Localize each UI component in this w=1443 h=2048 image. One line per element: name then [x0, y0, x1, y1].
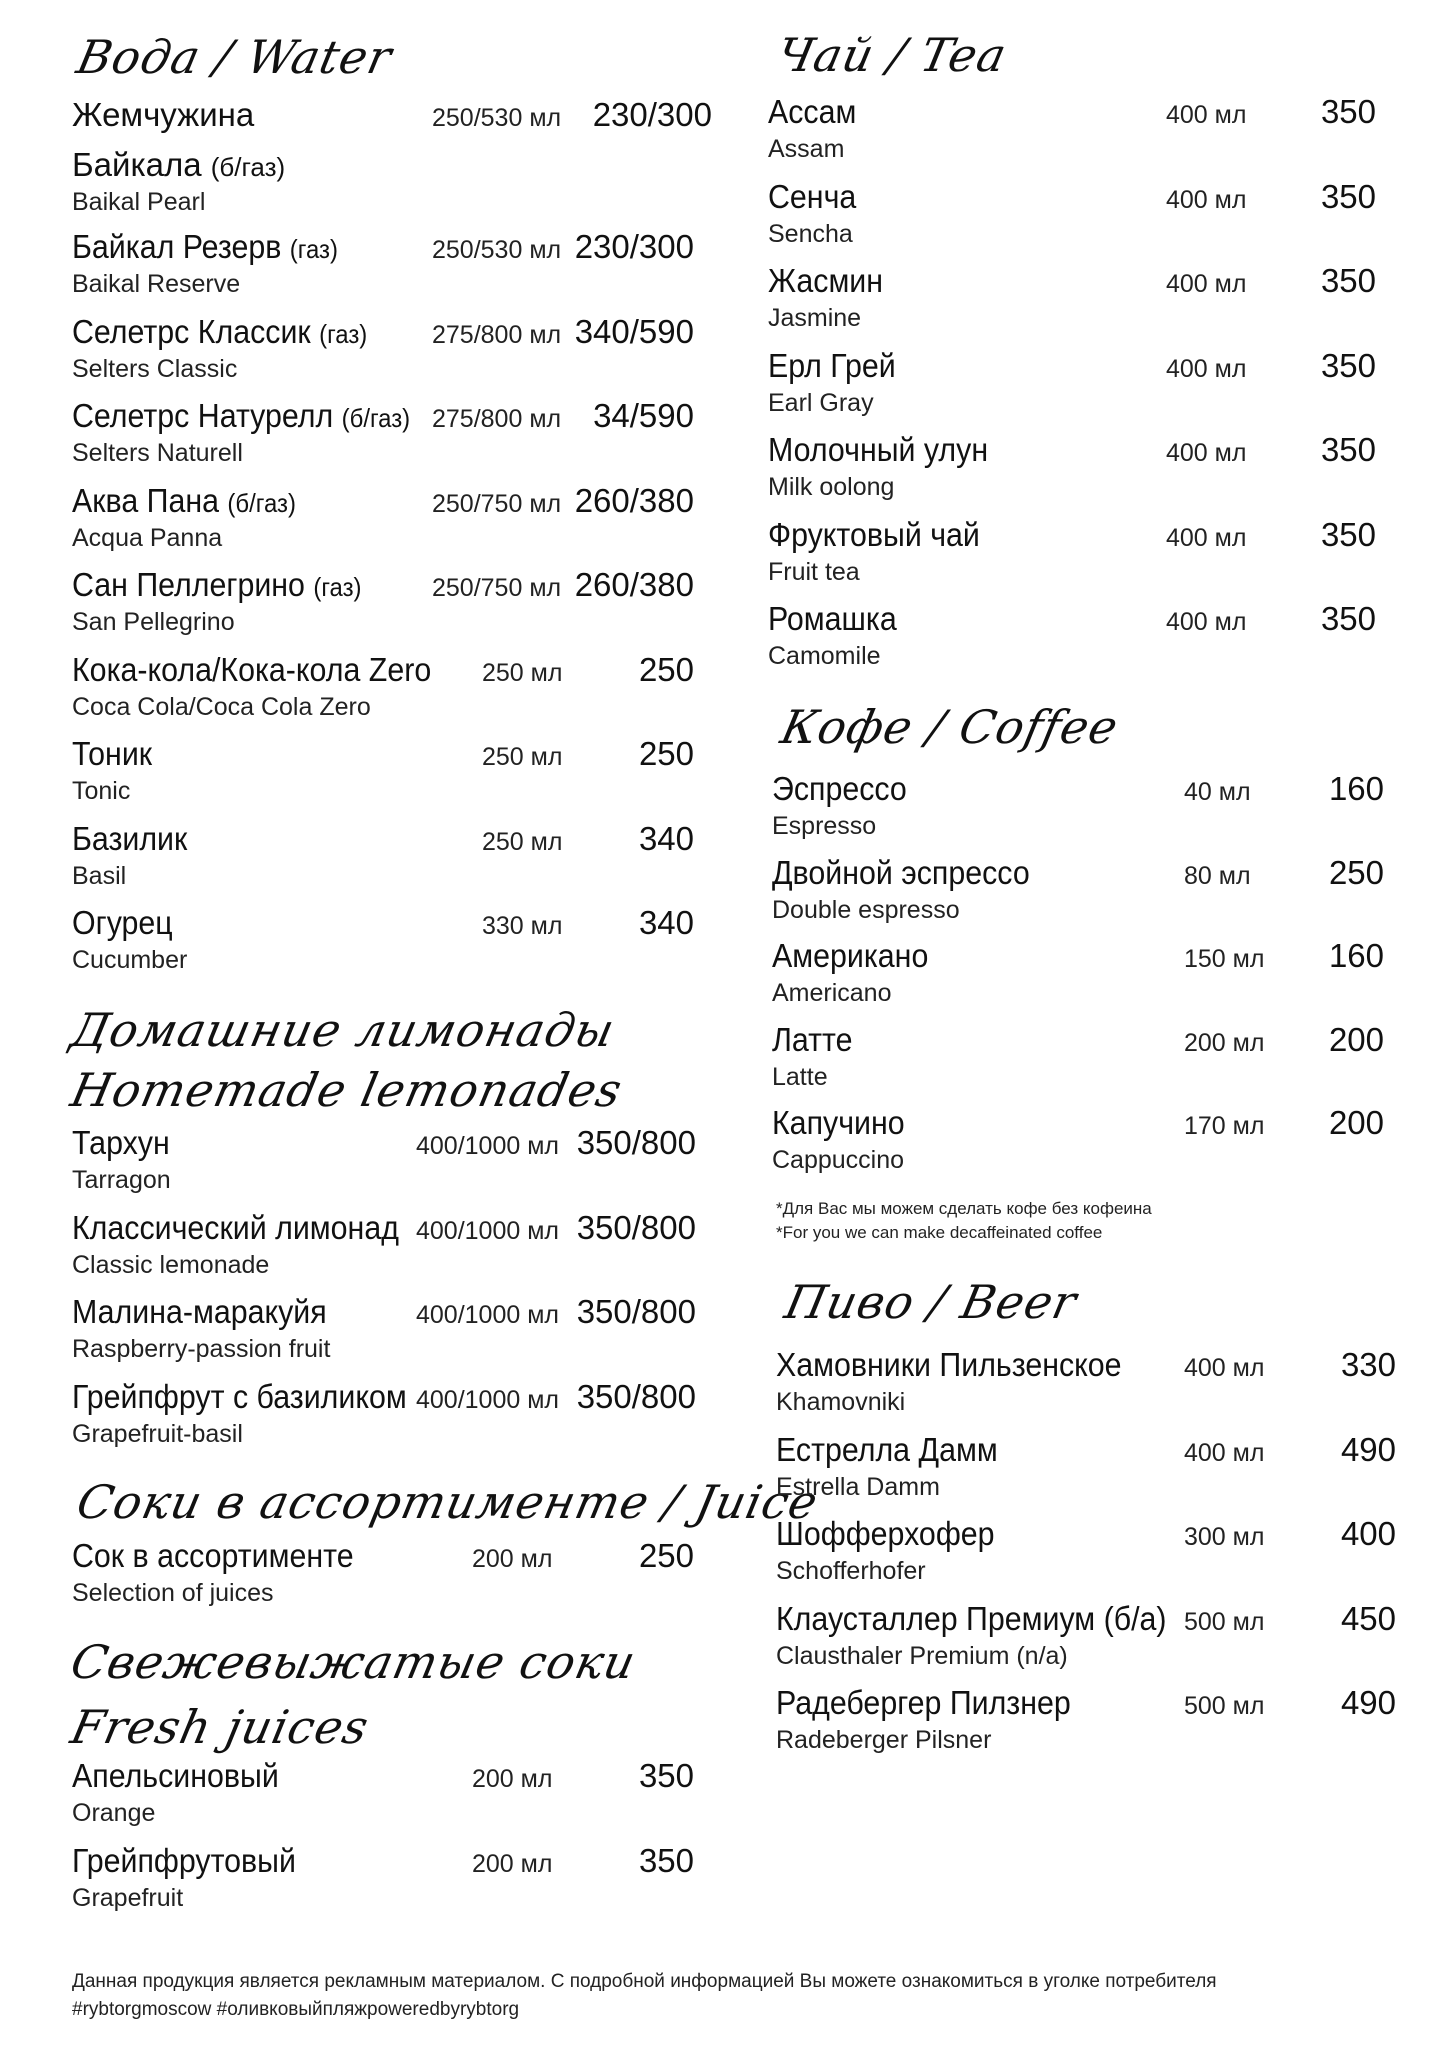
menu-item — [776, 1600, 1396, 1680]
item-name-en: Double espresso — [772, 895, 960, 924]
item-volume: 400/1000 мл — [416, 1385, 559, 1414]
item-volume: 400 мл — [1166, 523, 1247, 552]
item-volume: 250/530 мл — [432, 236, 562, 264]
item-name-ru: Грейпфрутовый — [72, 1841, 296, 1879]
item-name-ru: Клаусталлер Премиум (б/а) — [776, 1599, 1167, 1637]
item-price: 350 — [1320, 515, 1376, 553]
menu-item — [772, 937, 1384, 1017]
item-volume: 400/1000 мл — [416, 1216, 559, 1245]
section-heading-lemonades-en: Homemade lemonades — [66, 1063, 628, 1117]
item-note: (газ) — [289, 234, 338, 264]
item-volume: 500 мл — [1184, 1692, 1265, 1720]
item-price: 260/380 — [574, 566, 694, 603]
item-name-ru: Тархун — [72, 1124, 170, 1161]
item-name-ru: Грейпфрут с базиликом — [72, 1377, 407, 1415]
item-volume: 200 мл — [472, 1545, 553, 1573]
section-heading-water: Вода / Water — [72, 30, 397, 84]
item-name-ru: Байкал Резерв — [72, 228, 282, 265]
menu-item — [776, 1346, 1396, 1426]
item-price: 250 — [1328, 853, 1384, 891]
item-name-ru: Эспрессо — [772, 770, 907, 807]
menu-item — [72, 1842, 694, 1922]
item-volume: 250/750 мл — [432, 574, 562, 602]
item-name-ru: Малина-маракуйя — [72, 1293, 327, 1330]
menu-item — [72, 146, 712, 226]
menu-item — [772, 854, 1384, 934]
item-price: 350 — [1320, 262, 1376, 299]
item-price: 350 — [1320, 177, 1376, 215]
menu-item — [776, 1684, 1396, 1764]
menu-item — [72, 482, 694, 562]
item-price: 250 — [638, 735, 694, 772]
menu-item — [72, 1124, 696, 1204]
item-name-en: Cappuccino — [772, 1146, 905, 1174]
item-volume: 250/750 мл — [432, 489, 562, 518]
item-name-ru: Тоник — [72, 735, 153, 772]
item-price: 350 — [1320, 93, 1376, 130]
item-price: 340 — [638, 819, 694, 857]
section-heading-beer: Пиво / Beer — [780, 1275, 1082, 1329]
item-name-en: Espresso — [772, 812, 877, 840]
item-name-ru: Аква Пана — [72, 481, 219, 519]
menu-item — [72, 1293, 696, 1373]
item-volume: 500 мл — [1184, 1607, 1265, 1636]
item-name-en: Jasmine — [768, 304, 862, 332]
item-name-ru: Огурец — [72, 904, 173, 941]
item-note: (б/газ) — [210, 152, 286, 182]
item-name-ru: Двойной эспрессо — [772, 853, 1030, 891]
item-price: 160 — [1328, 937, 1384, 974]
item-price: 260/380 — [574, 481, 694, 519]
item-name-en: Earl Gray — [768, 388, 874, 417]
menu-item — [768, 262, 1376, 342]
item-note: (газ) — [319, 318, 368, 349]
menu-item — [768, 431, 1376, 511]
item-name-en: Orange — [72, 1799, 156, 1827]
item-volume: 250 мл — [482, 827, 563, 856]
item-name-en: Schofferhofer — [776, 1557, 926, 1585]
section-heading-juice: Соки в ассортименте / Juice — [72, 1475, 824, 1529]
item-price: 340/590 — [574, 312, 694, 350]
item-name-en: Milk oolong — [768, 473, 895, 501]
item-volume: 150 мл — [1184, 945, 1265, 973]
item-volume: 200 мл — [472, 1765, 553, 1793]
item-name-ru: Ерл Грей — [768, 346, 896, 384]
menu-item — [772, 1104, 1384, 1184]
menu-item — [72, 228, 694, 308]
item-name-ru: Ромашка — [768, 600, 897, 637]
item-name-ru: Фруктовый чай — [768, 515, 980, 553]
menu-item — [768, 347, 1376, 427]
item-price: 160 — [1328, 770, 1384, 807]
item-name-ru: Сенча — [768, 177, 857, 215]
item-name-en: Estrella Damm — [776, 1472, 940, 1501]
item-name-en: Radeberger Pilsner — [776, 1726, 992, 1754]
menu-item — [768, 516, 1376, 596]
item-price: 34/590 — [593, 397, 694, 434]
item-name-en: Basil — [72, 861, 127, 890]
item-volume: 400 мл — [1166, 608, 1247, 636]
menu-item — [768, 600, 1376, 680]
item-volume: 400 мл — [1184, 1438, 1265, 1467]
section-heading-fresh-ru: Свежевыжатые соки — [66, 1635, 641, 1689]
item-price: 200 — [1328, 1020, 1384, 1058]
item-price: 330 — [1340, 1346, 1396, 1383]
item-volume: 400 мл — [1184, 1354, 1265, 1382]
item-volume: 200 мл — [472, 1849, 553, 1878]
item-volume: 250 мл — [482, 743, 563, 771]
item-name-en: Cucumber — [72, 946, 188, 974]
item-volume: 275/800 мл — [432, 320, 562, 349]
item-name-en: Classic lemonade — [72, 1250, 270, 1279]
menu-item — [772, 1021, 1384, 1101]
item-price: 340 — [638, 904, 694, 941]
item-price: 350/800 — [576, 1377, 696, 1415]
item-volume: 250/530 мл — [432, 104, 562, 132]
item-name-en: Grapefruit — [72, 1883, 184, 1912]
item-name-en: Assam — [768, 135, 845, 163]
item-name-en: San Pellegrino — [72, 608, 235, 636]
item-name-ru: Естрелла Дамм — [776, 1430, 998, 1468]
item-name-ru: Селетрс Натурелл — [72, 397, 334, 434]
item-name-ru: Хамовники Пильзенское — [776, 1346, 1122, 1383]
item-name-en: Fruit tea — [768, 557, 860, 586]
item-name-en: Selection of juices — [72, 1579, 274, 1607]
item-volume: 40 мл — [1184, 778, 1251, 806]
item-note: (б/газ) — [227, 487, 296, 518]
item-note: (б/газ) — [341, 403, 411, 433]
item-name-en: Coca Cola/Coca Cola Zero — [72, 692, 371, 721]
item-note: (газ) — [313, 572, 362, 602]
item-volume: 250 мл — [482, 658, 563, 687]
item-name-en: Tarragon — [72, 1166, 171, 1194]
item-volume: 400 мл — [1166, 270, 1247, 298]
item-name-en: Raspberry-passion fruit — [72, 1335, 331, 1363]
item-name-ru: Ассам — [768, 93, 857, 130]
item-name-en: Selters Classic — [72, 354, 238, 383]
item-price: 350 — [638, 1841, 694, 1879]
coffee-footnote-ru: *Для Вас мы можем сделать кофе без кофеина — [776, 1199, 1152, 1218]
item-volume: 330 мл — [482, 912, 563, 940]
menu-item — [772, 770, 1384, 850]
menu-item — [776, 1515, 1396, 1595]
item-volume: 400/1000 мл — [416, 1301, 559, 1329]
item-volume: 400 мл — [1166, 354, 1247, 383]
menu-item — [72, 1378, 696, 1458]
item-price: 450 — [1340, 1599, 1396, 1637]
menu-item — [72, 904, 694, 984]
item-name-ru: Жасмин — [768, 262, 884, 299]
item-name-en: Acqua Panna — [72, 523, 223, 552]
menu-item — [776, 1431, 1396, 1511]
item-name-en: Baikal Reserve — [72, 270, 241, 298]
item-name-ru: Сан Пеллегрино — [72, 566, 305, 603]
item-name-ru: Молочный улун — [768, 431, 989, 468]
item-name-ru: Сок в ассортименте — [72, 1537, 354, 1574]
item-name-ru: Американо — [772, 937, 929, 974]
item-name-ru: Апельсиновый — [72, 1757, 279, 1794]
item-name-en: Sencha — [768, 219, 853, 248]
menu-item — [768, 93, 1376, 173]
item-name-ru: Капучино — [772, 1104, 905, 1141]
item-price: 490 — [1340, 1684, 1396, 1721]
item-volume: 400 мл — [1166, 439, 1247, 467]
item-price: 350/800 — [576, 1293, 696, 1330]
item-name-ru: Байкала — [72, 146, 202, 183]
item-price: 250 — [638, 1537, 694, 1574]
item-volume: 400/1000 мл — [416, 1132, 559, 1160]
item-volume: 170 мл — [1184, 1112, 1265, 1140]
section-heading-lemonades-ru: Домашние лимонады — [66, 1003, 620, 1057]
menu-item — [72, 735, 694, 815]
item-price: 250 — [638, 650, 694, 688]
item-name-ru: Классический лимонад — [72, 1208, 399, 1246]
item-price: 230/300 — [574, 228, 694, 265]
item-name-en: Clausthaler Premium (n/a) — [776, 1641, 1068, 1670]
item-name-ru: Кока-кола/Кока-кола Zero — [72, 650, 432, 688]
menu-item — [72, 397, 694, 477]
item-price: 200 — [1328, 1104, 1384, 1141]
item-name-ru: Шофферхофер — [776, 1515, 995, 1552]
menu-item — [72, 820, 694, 900]
item-name-ru: Жемчужина — [72, 96, 255, 133]
section-heading-fresh-en: Fresh juices — [66, 1700, 374, 1754]
item-price: 350 — [1320, 431, 1376, 468]
item-price: 350 — [1320, 600, 1376, 637]
menu-item — [72, 1209, 696, 1289]
menu-item — [72, 566, 694, 646]
item-name-en: Selters Naturell — [72, 439, 243, 467]
menu-item — [72, 651, 694, 731]
item-name-ru: Радебергер Пилзнер — [776, 1684, 1071, 1721]
item-price: 400 — [1340, 1515, 1396, 1552]
footer-disclaimer: Данная продукция является рекламным материалом. С подробной информацией Вы можете ознакомиться в уголке потребителя — [72, 1971, 1217, 1992]
item-price: 350/800 — [576, 1208, 696, 1246]
item-price: 350 — [1320, 346, 1376, 384]
item-price: 230/300 — [592, 96, 712, 133]
section-heading-coffee: Кофе / Coffee — [776, 700, 1124, 754]
item-name-ru: Селетрс Классик — [72, 312, 311, 350]
item-name-en: Baikal Pearl — [72, 188, 206, 216]
menu-item — [768, 178, 1376, 258]
item-name-en: Tonic — [72, 777, 131, 805]
item-volume: 80 мл — [1184, 861, 1251, 890]
item-name-ru: Латте — [772, 1020, 853, 1058]
item-name-en: Camomile — [768, 642, 881, 670]
item-name-en: Khamovniki — [776, 1388, 906, 1416]
menu-item — [72, 1537, 694, 1617]
item-name-en: Latte — [772, 1062, 828, 1091]
item-name-en: Americano — [772, 979, 892, 1007]
coffee-footnote-en: *For you we can make decaffeinated coffee — [776, 1223, 1103, 1242]
item-volume: 300 мл — [1184, 1523, 1265, 1551]
item-price: 350/800 — [576, 1124, 696, 1161]
menu-item — [72, 1757, 694, 1837]
section-heading-tea: Чай / Tea — [772, 28, 1012, 82]
item-volume: 275/800 мл — [432, 405, 562, 433]
item-volume: 400 мл — [1166, 185, 1247, 214]
item-name-ru: Базилик — [72, 819, 188, 857]
item-name-en: Grapefruit-basil — [72, 1419, 243, 1448]
footer-hashtags: #rybtorgmoscow #оливковыйпляжpoweredbyrybtorg — [72, 1999, 520, 2020]
item-price: 490 — [1340, 1430, 1396, 1468]
menu-item — [72, 313, 694, 393]
item-volume: 200 мл — [1184, 1028, 1265, 1057]
footer — [72, 1968, 1217, 2024]
item-volume: 400 мл — [1166, 101, 1247, 129]
item-price: 350 — [638, 1757, 694, 1794]
